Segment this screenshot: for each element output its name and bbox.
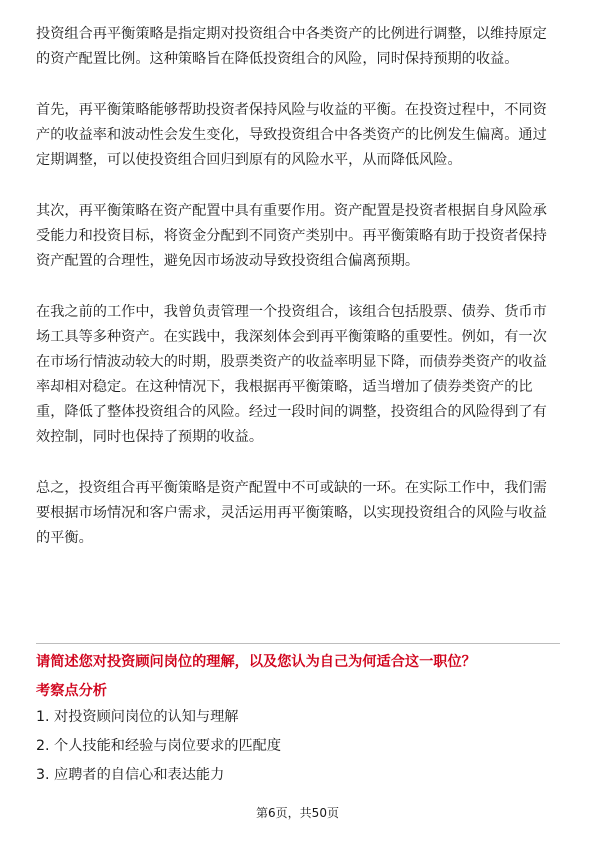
analysis-point: 2. 个人技能和经验与岗位要求的匹配度 xyxy=(36,738,282,754)
text-line: 其次，再平衡策略在资产配置中具有重要作用。资产配置是投资者根据自身风险承 xyxy=(36,203,547,219)
section-divider xyxy=(36,643,560,644)
text-line: 的平衡。 xyxy=(36,530,93,546)
interview-question: 请简述您对投资顾问岗位的理解，以及您认为自己为何适合这一职位？ xyxy=(36,654,476,670)
text-line: 投资组合再平衡策略是指定期对投资组合中各类资产的比例进行调整，以维持原定 xyxy=(36,26,547,42)
answer-paragraph xyxy=(36,476,560,551)
text-line: 产的收益率和波动性会发生变化，导致投资组合中各类资产的比例发生偏离。通过 xyxy=(36,127,547,143)
answer-paragraph xyxy=(36,98,560,173)
text-line: 定期调整，可以使投资组合回归到原有的风险水平，从而降低风险。 xyxy=(36,152,462,168)
text-line: 总之，投资组合再平衡策略是资产配置中不可或缺的一环。在实际工作中，我们需 xyxy=(36,480,547,496)
answer-paragraph xyxy=(36,22,560,72)
analysis-point: 3. 应聘者的自信心和表达能力 xyxy=(36,767,225,783)
text-line: 率却相对稳定。在这种情况下，我根据再平衡策略，适当增加了债券类资产的比 xyxy=(36,379,533,395)
answer-paragraph xyxy=(36,199,560,274)
analysis-list xyxy=(36,706,281,793)
text-line: 要根据市场情况和客户需求，灵活运用再平衡策略，以实现投资组合的风险与收益 xyxy=(36,505,547,521)
text-line: 的资产配置比例。这种策略旨在降低投资组合的风险，同时保持预期的收益。 xyxy=(36,51,519,67)
text-line: 重，降低了整体投资组合的风险。经过一段时间的调整，投资组合的风险得到了有 xyxy=(36,404,547,420)
text-line: 场工具等多种资产。在实践中，我深刻体会到再平衡策略的重要性。例如，有一次 xyxy=(36,329,547,345)
text-line: 首先，再平衡策略能够帮助投资者保持风险与收益的平衡。在投资过程中，不同资 xyxy=(36,102,547,118)
analysis-heading: 考察点分析 xyxy=(36,683,107,699)
answer-paragraph xyxy=(36,300,560,450)
page-number: 第6页，共50页 xyxy=(256,806,339,820)
text-line: 在市场行情波动较大的时期，股票类资产的收益率明显下降，而债券类资产的收益 xyxy=(36,354,547,370)
answer-body xyxy=(36,22,560,577)
text-line: 在我之前的工作中，我曾负责管理一个投资组合，该组合包括股票、债券、货币市 xyxy=(36,304,547,320)
text-line: 受能力和投资目标，将资金分配到不同资产类别中。再平衡策略有助于投资者保持 xyxy=(36,228,547,244)
text-line: 效控制，同时也保持了预期的收益。 xyxy=(36,429,264,445)
analysis-point: 1. 对投资顾问岗位的认知与理解 xyxy=(36,709,239,725)
text-line: 资产配置的合理性，避免因市场波动导致投资组合偏离预期。 xyxy=(36,253,420,269)
